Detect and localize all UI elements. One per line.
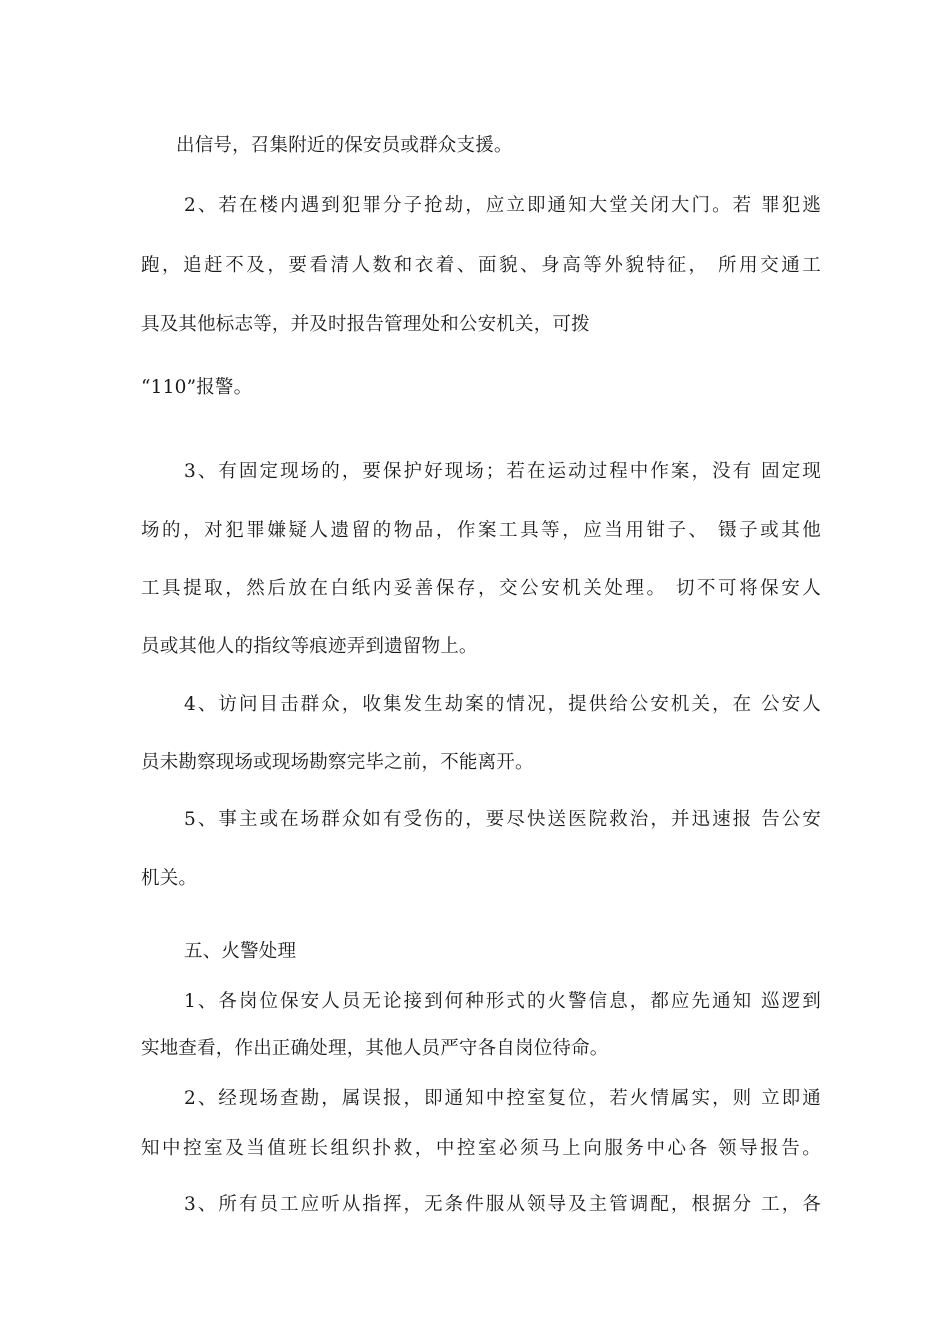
text-line: 员未勘察现场或现场勘察完毕之前，不能离开。 bbox=[141, 752, 534, 773]
text-line: 4、访问目击群众，收集发生劫案的情况，提供给公安机关，在 公安人 bbox=[184, 694, 821, 715]
text-line: 2、若在楼内遇到犯罪分子抢劫，应立即通知大堂关闭大门。若 罪犯逃 bbox=[184, 195, 821, 216]
text-line: 员或其他人的指纹等痕迹弄到遗留物上。 bbox=[141, 636, 478, 657]
text-line: 1、各岗位保安人员无论接到何种形式的火警信息，都应先通知 巡逻到 bbox=[184, 991, 821, 1012]
text-line: 2、经现场查勘，属误报，即通知中控室复位，若火情属实，则 立即通 bbox=[184, 1088, 821, 1109]
text-line: 具及其他标志等，并及时报告管理处和公安机关，可拨 bbox=[141, 314, 590, 335]
text-line: 工具提取，然后放在白纸内妥善保存，交公安机关处理。 切不可将保安人 bbox=[141, 578, 821, 599]
text-line: 机关。 bbox=[141, 868, 198, 889]
text-line: 场的，对犯罪嫌疑人遗留的物品，作案工具等，应当用钳子、 镊子或其他 bbox=[141, 520, 821, 541]
text-line: “110”报警。 bbox=[141, 377, 253, 398]
text-line: 出信号，召集附近的保安员或群众支援。 bbox=[176, 135, 513, 156]
text-line: 3、所有员工应听从指挥，无条件服从领导及主管调配，根据分 工，各 bbox=[184, 1194, 821, 1215]
text-line: 5、事主或在场群众如有受伤的，要尽快送医院救治，并迅速报 告公安 bbox=[184, 809, 821, 830]
text-line: 3、有固定现场的，要保护好现场；若在运动过程中作案，没有 固定现 bbox=[184, 461, 821, 482]
text-line: 实地查看，作出正确处理，其他人员严守各自岗位待命。 bbox=[141, 1038, 609, 1059]
text-line: 跑，追赶不及，要看清人数和衣着、面貌、身高等外貌特征， 所用交通工 bbox=[141, 255, 821, 276]
section-heading: 五、火警处理 bbox=[184, 941, 297, 962]
text-line: 知中控室及当值班长组织扑救，中控室必须马上向服务中心各 领导报告。 bbox=[141, 1138, 821, 1159]
